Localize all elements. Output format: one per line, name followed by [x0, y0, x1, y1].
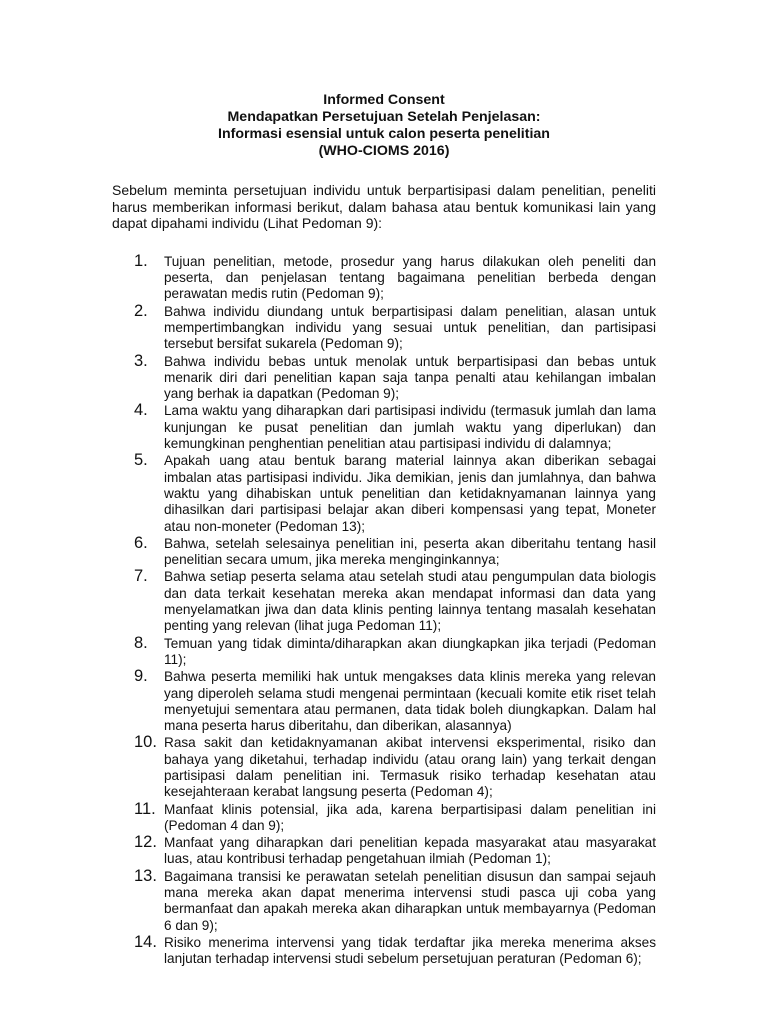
document-subtitle-2: Informasi esensial untuk calon peserta penelitian	[218, 126, 550, 142]
list-item-number: 13.	[134, 866, 157, 885]
list-item-number: 4.	[134, 401, 148, 420]
list-item-number: 9.	[134, 667, 148, 686]
document-subtitle: Mendapatkan Persetujuan Setelah Penjelasan:	[227, 109, 541, 125]
list-item-text: Bahwa individu bebas untuk menolak untuk berpartisipasi dan bebas untuk menarik diri dari penelitian kapan saja tanpa penalti atau kehilangan imbalan yang berhak ia dapatkan (Pedoman 9);	[164, 353, 656, 402]
list-item	[112, 533, 656, 569]
intro-paragraph: Sebelum meminta persetujuan individu untuk berpartisipasi dalam penelitian, peneliti harus memberikan informasi berikut, dalam bahasa atau bentuk komunikasi lain yang dapat dipahami individu (Lihat Pedoman 9):	[112, 182, 656, 232]
list-item-number: 3.	[134, 351, 148, 370]
list-item-text: Manfaat klinis potensial, jika ada, karena berpartisipasi dalam penelitian ini (Pedoman 4 dan 9);	[164, 801, 656, 833]
list-item-text: Apakah uang atau bentuk barang material lainnya akan diberikan sebagai imbalan atas partisipasi individu. Jika demikian, jenis dan jumlahnya, dan bahwa waktu yang dihabiskan untuk penelitian dan ketidaknyamanan lainnya yang dihasilkan dari partisipasi belajar akan diberi kompensasi yang tepat, Moneter atau non-moneter (Pedoman 13);	[164, 453, 656, 534]
list-item-text: Bagaimana transisi ke perawatan setelah penelitian disusun dan sampai sejauh mana mereka akan dapat menerima intervensi studi pasca uji coba yang bermanfaat dan apakah mereka akan diharapkan untuk membayarnya (Pedoman 6 dan 9);	[164, 868, 656, 933]
list-item-number: 8.	[134, 633, 148, 652]
list-item-text: Bahwa peserta memiliki hak untuk mengakses data klinis mereka yang relevan yang diperoleh selama studi mengenai permintaan (kecuali komite etik riset telah menyetujui sementara atau permanen, data tidak boleh diungkapkan. Dalam hal mana peserta harus diberitahu, dan diberikan, alasannya)	[164, 669, 656, 734]
list-item-text: Temuan yang tidak diminta/diharapkan akan diungkapkan jika terjadi (Pedoman 11);	[164, 635, 656, 667]
list-item	[112, 669, 656, 734]
list-item-number: 10.	[134, 733, 157, 752]
list-item	[112, 251, 656, 303]
list-item-text: Rasa sakit dan ketidaknyamanan akibat intervensi eksperimental, risiko dan bahaya yang diketahui, terhadap individu (atau orang lain) yang terkait dengan partisipasi dalam penelitian ini. Termasuk risiko terhadap kesehatan atau kesejahteraan kerabat langsung peserta (Pedoman 4);	[164, 735, 656, 800]
document-title: Informed Consent	[323, 92, 445, 108]
list-item-number: 1.	[134, 251, 148, 270]
list-item	[112, 453, 656, 534]
list-item-number: 14.	[134, 932, 157, 951]
list-item	[112, 403, 656, 452]
list-item	[112, 351, 656, 403]
list-item-number: 11.	[134, 799, 156, 818]
list-item-text: Bahwa individu diundang untuk berpartisipasi dalam penelitian, alasan untuk mempertimbangkan individu yang sesuai untuk penelitian, dan partisipasi tersebut bersifat sukarela (Pedoman 9);	[164, 303, 656, 352]
list-item-number: 2.	[134, 301, 148, 320]
list-item-text: Tujuan penelitian, metode, prosedur yang harus dilakukan oleh peneliti dan peserta, dan penjelasan tentang bagaimana penelitian berbeda dengan perawatan medis rutin (Pedoman 9);	[164, 253, 656, 302]
list-item	[112, 735, 656, 800]
list-item	[112, 569, 656, 634]
list-item	[112, 932, 656, 968]
list-item-number: 6.	[134, 533, 148, 552]
list-item-text: Risiko menerima intervensi yang tidak terdaftar jika mereka menerima akses lanjutan terhadap intervensi studi sebelum persetujuan peraturan (Pedoman 6);	[164, 934, 656, 967]
list-item-text: Manfaat yang diharapkan dari penelitian kepada masyarakat atau masyarakat luas, atau kontribusi terhadap pengetahuan ilmiah (Pedoman 1);	[164, 835, 656, 867]
list-item	[112, 633, 656, 669]
list-item	[112, 866, 656, 934]
list-item-text: Bahwa, setelah selesainya penelitian ini, peserta akan diberitahu tentang hasil penelitian secara umum, jika mereka menginginkannya;	[164, 535, 656, 568]
list-item-number: 7.	[134, 567, 148, 586]
document-header	[112, 92, 656, 160]
list-item-text: Lama waktu yang diharapkan dari partisipasi individu (termasuk jumlah dan lama kunjungan ke pusat penelitian dan jumlah waktu yang diperlukan) dan kemungkinan penghentian penelitian atau partisipasi individu di dalamnya;	[164, 403, 656, 452]
list-item-number: 12.	[134, 833, 157, 852]
list-item-number: 5.	[134, 451, 148, 470]
information-list	[112, 251, 656, 968]
list-item	[112, 835, 656, 868]
list-item	[112, 301, 656, 353]
document-source: (WHO-CIOMS 2016)	[318, 143, 450, 159]
list-item-text: Bahwa setiap peserta selama atau setelah studi atau pengumpulan data biologis dan data terkait kesehatan mereka akan mendapat informasi dan data yang menyelamatkan jiwa dan data klinis penting lainnya tentang masalah kesehatan penting yang relevan (lihat juga Pedoman 11);	[164, 569, 656, 634]
list-item	[112, 799, 656, 835]
